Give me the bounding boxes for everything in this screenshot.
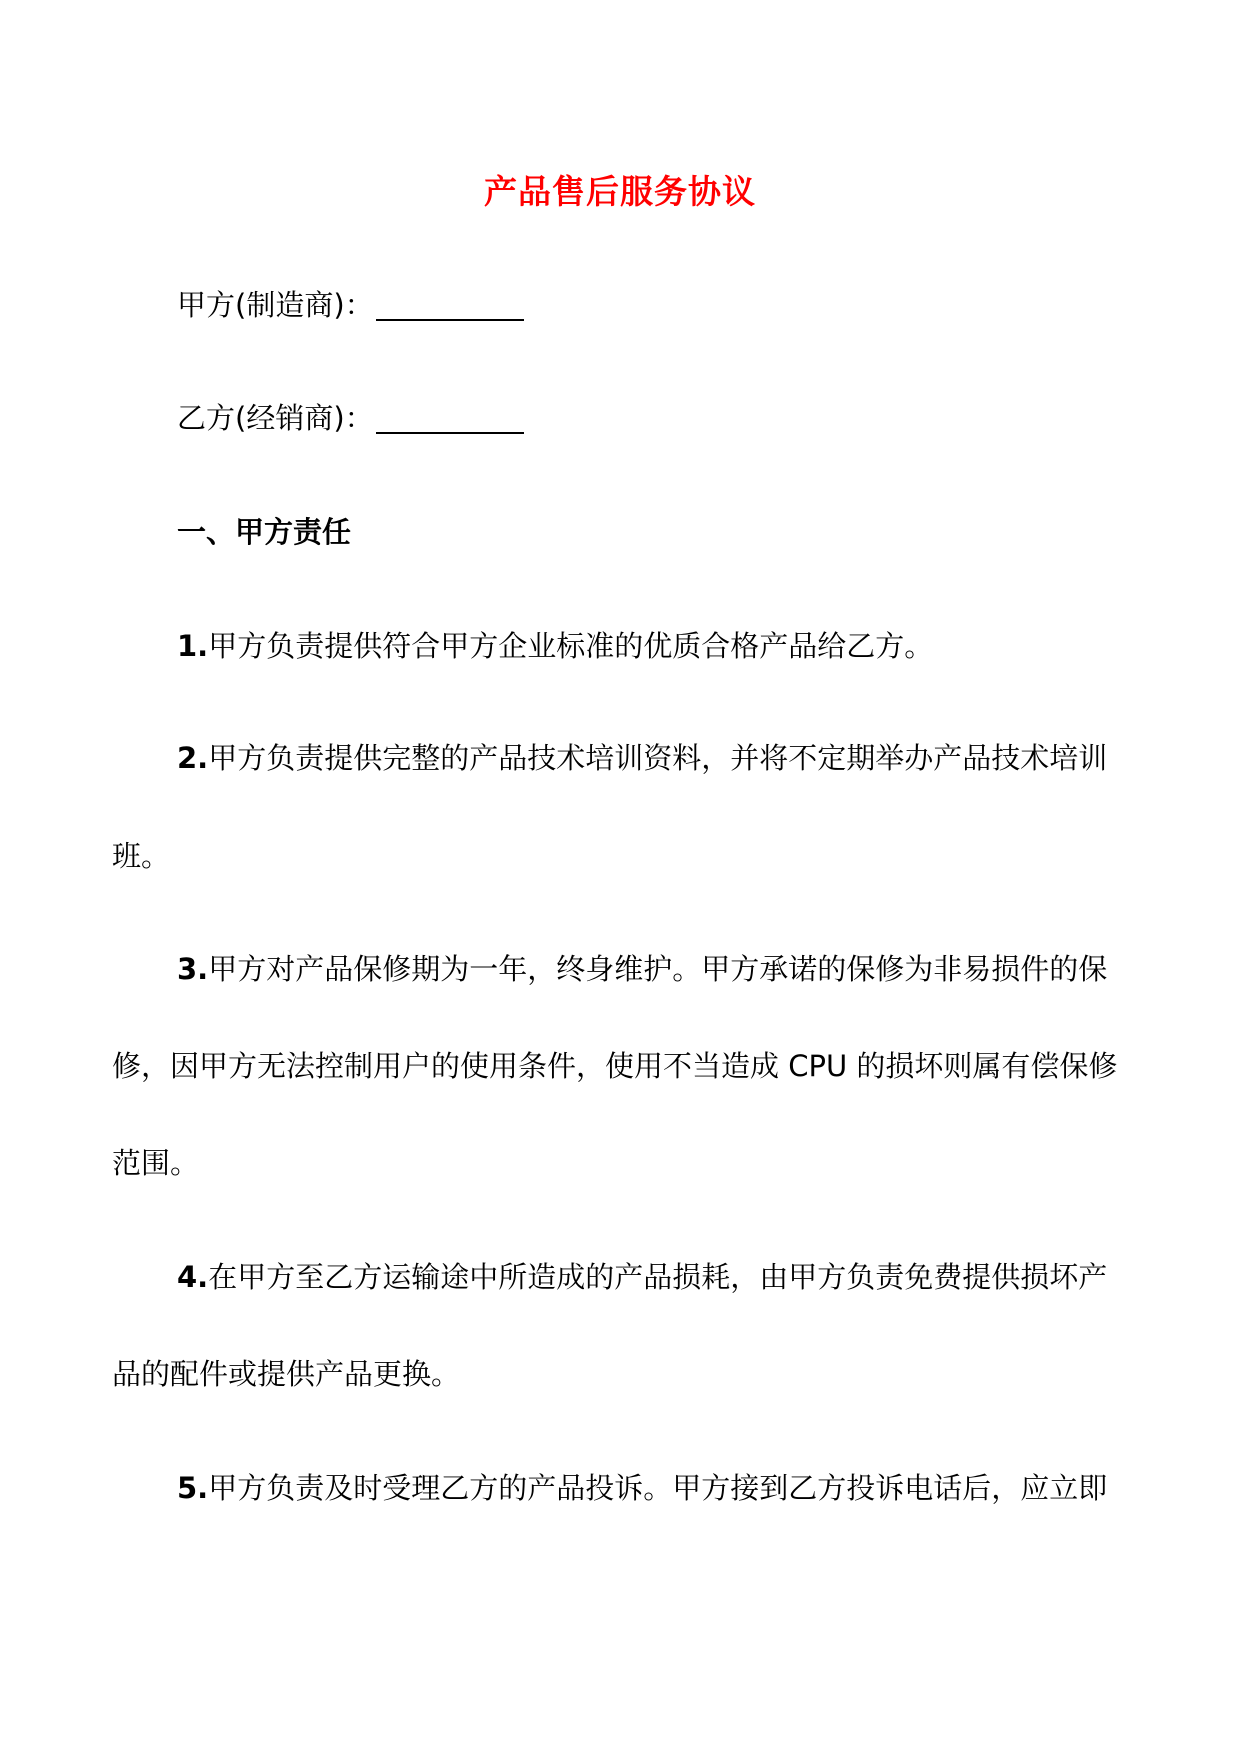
item-1-number: 1. [177,629,209,663]
item-1-text: 甲方负责提供符合甲方企业标准的优质合格产品给乙方。 [208,629,934,663]
section-heading: 一、甲方责任 [177,515,352,549]
item-5-text: 甲方负责及时受理乙方的产品投诉。甲方接到乙方投诉电话后，应立即 [208,1471,1108,1505]
item-2-line-1 [177,738,1107,778]
item-3-text: 甲方对产品保修期为一年，终身维护。甲方承诺的保修为非易损件的保 [208,952,1108,986]
item-4-number: 4. [177,1260,209,1294]
item-2-line-2: 班。 [112,839,171,873]
party-a-blank [376,289,524,321]
item-1-line-1 [177,626,933,666]
party-a-label: 甲方(制造商)： [177,288,374,322]
item-4-text: 在甲方至乙方运输途中所造成的产品损耗，由甲方负责免费提供损坏产 [208,1260,1108,1294]
item-2-number: 2. [177,741,209,775]
item-5-line-1 [177,1468,1107,1508]
item-3-line-3: 范围。 [112,1146,200,1180]
item-3-line-1 [177,949,1107,989]
item-4-line-1 [177,1257,1107,1297]
party-b-label: 乙方(经销商)： [177,401,374,435]
party-b-line [177,398,524,438]
item-2-text: 甲方负责提供完整的产品技术培训资料，并将不定期举办产品技术培训 [208,741,1108,775]
item-5-number: 5. [177,1471,209,1505]
party-b-blank [376,402,524,434]
document-title: 产品售后服务协议 [484,172,756,211]
item-4-line-2: 品的配件或提供产品更换。 [112,1357,461,1391]
item-3-line-2: 修，因甲方无法控制用户的使用条件，使用不当造成 CPU 的损坏则属有偿保修 [112,1049,1118,1083]
party-a-line [177,285,524,325]
item-3-number: 3. [177,952,209,986]
